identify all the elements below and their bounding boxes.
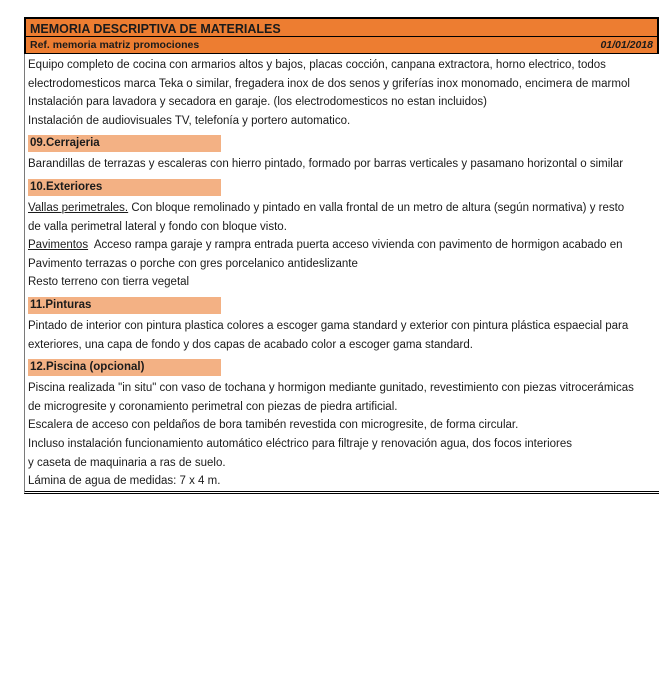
section-line: Barandillas de terrazas y escaleras con hierro pintado, formado por barras verticales y pasamano horizontal o similar (28, 158, 624, 171)
section-line: Piscina realizada "in situ" con vaso de tochana y hormigon mediante gunitado, revestimiento con piezas vitrocerámicas (28, 382, 634, 395)
section-line: Incluso instalación funcionamiento automático eléctrico para filtraje y renovación agua, dos focos interiores (28, 437, 572, 450)
section-line: de valla perimetral lateral y fondo con bloque visto. (28, 220, 287, 233)
section-heading-11-pinturas: 11.Pinturas (28, 297, 221, 314)
table-body (24, 54, 659, 494)
materials-memo-table (24, 17, 659, 494)
section-heading-12-piscina-opcional-: 12.Piscina (opcional) (28, 359, 221, 376)
section-heading-10-exteriores: 10.Exteriores (28, 179, 221, 196)
date-label: 01/01/2018 (600, 38, 653, 51)
page-title: MEMORIA DESCRIPTIVA DE MATERIALES (30, 22, 281, 36)
intro-line: Instalación para lavadora y secadora en garaje. (los electrodomesticos no estan incluidos) (28, 96, 487, 109)
table-title-row (24, 17, 659, 37)
intro-line: Instalación de audiovisuales TV, telefonía y portero automatico. (28, 114, 351, 127)
underlined-lead: Pavimentos (28, 239, 89, 252)
section-line: Escalera de acceso con peldaños de bora tamibén revestida con microgresite, de forma circular. (28, 419, 519, 432)
section-line: y caseta de maquinaria a ras de suelo. (28, 456, 226, 469)
intro-line: Equipo completo de cocina con armarios altos y bajos, placas cocción, canpana extractora, horno electrico, todos (28, 59, 606, 71)
section-line: Pavimentos Acceso rampa garaje y rampra entrada puerta acceso vivienda con pavimento de hormigon acabado en (28, 239, 623, 252)
section-line: Pavimento terrazas o porche con gres porcelanico antideslizante (28, 257, 358, 270)
section-line: Vallas perimetrales. Con bloque remolinado y pintado en valla frontal de un metro de altura (según normativa) y resto (28, 201, 625, 214)
section-heading-09-cerrajeria: 09.Cerrajeria (28, 135, 221, 152)
ref-label: Ref. memoria matriz promociones (30, 38, 200, 51)
intro-line: electrodomesticos marca Teka o similar, fregadera inox de dos senos y griferías inox monomado, encimera de marmol (28, 77, 630, 90)
underlined-lead: Vallas perimetrales. (28, 201, 129, 214)
section-line: Pintado de interior con pintura plastica colores a escoger gama standard y exterior con pintura plástica espaecial para (28, 319, 629, 332)
table-ref-row (24, 37, 659, 54)
section-line: Resto terreno con tierra vegetal (28, 276, 190, 289)
section-line: Lámina de agua de medidas: 7 x 4 m. (28, 475, 221, 488)
section-line: exteriores, una capa de fondo y dos capas de acabado color a escoger gama standard. (28, 338, 473, 351)
section-line: de microgresite y coronamiento perimetral con piezas de piedra artificial. (28, 400, 398, 413)
